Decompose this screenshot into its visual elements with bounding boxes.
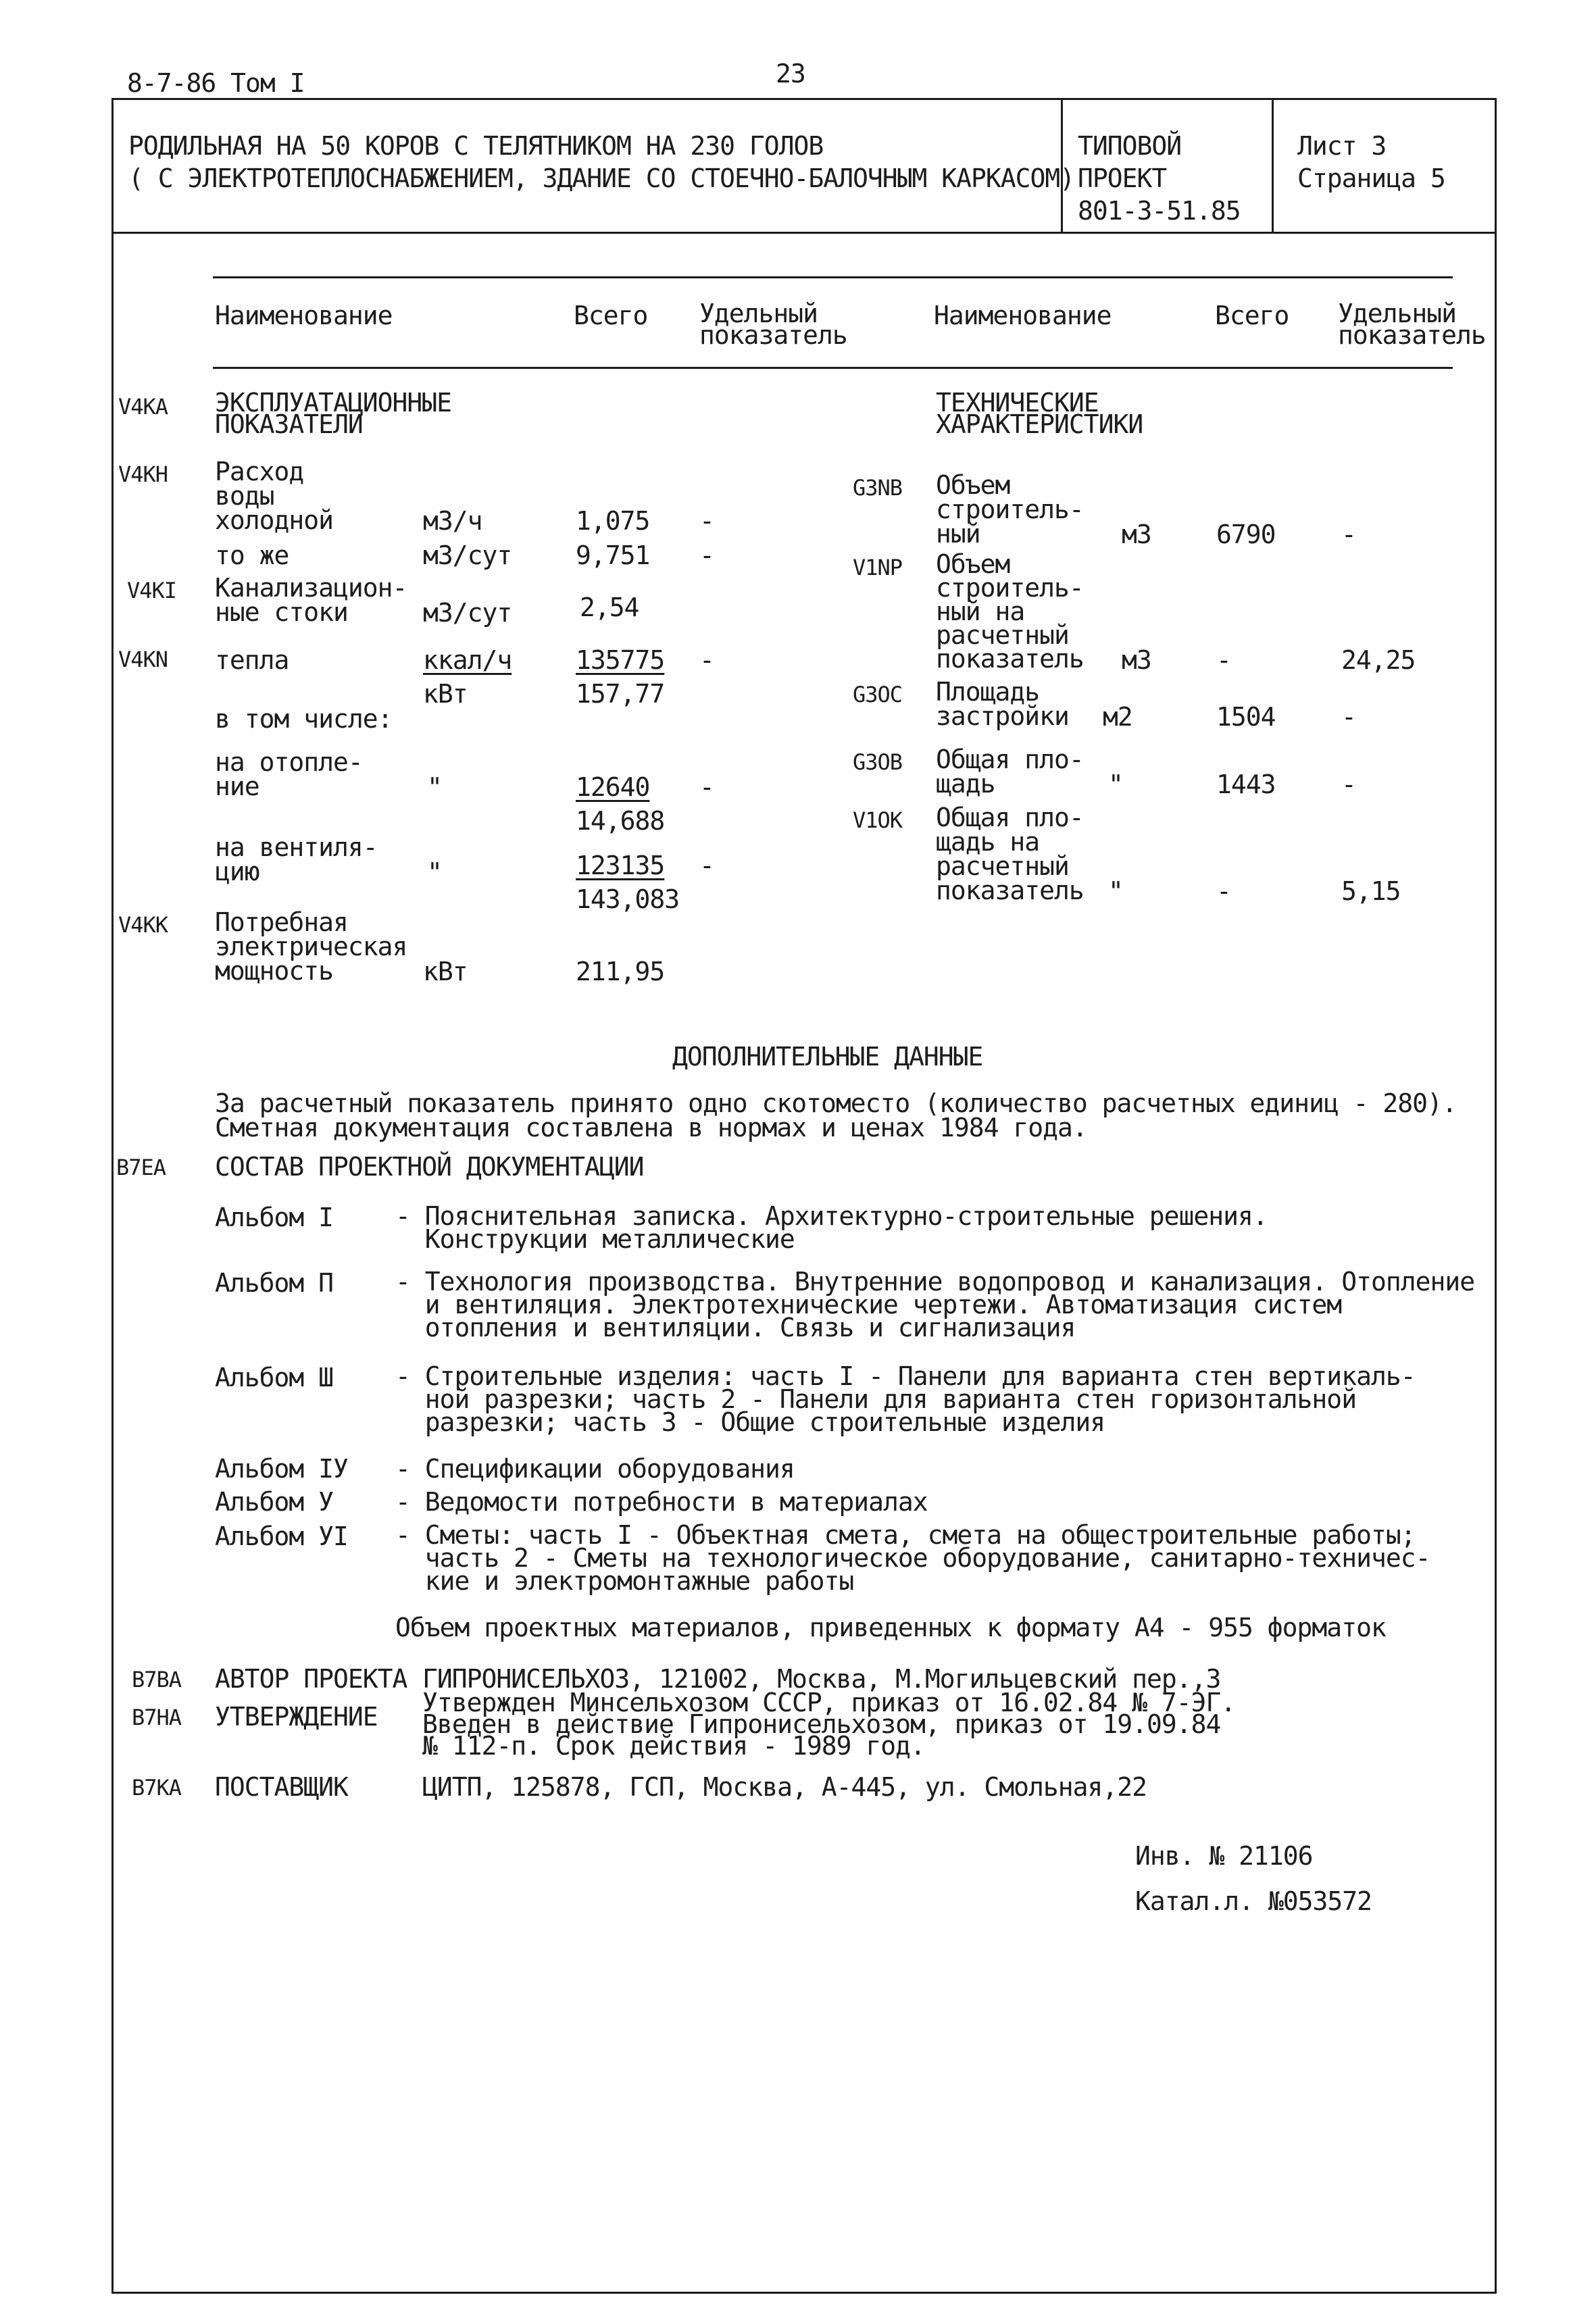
col-header-total-left: Всего	[574, 301, 648, 330]
row-name: на отопле- ние	[215, 747, 363, 801]
row-code: V4KI	[127, 578, 177, 603]
row-name: Канализацион- ные стоки	[215, 573, 407, 627]
col-header-specific-right: Удельный показатель	[1338, 299, 1486, 350]
title-divider-2	[1272, 98, 1274, 233]
row-total: 9,751	[576, 540, 650, 570]
row-total: -	[1216, 645, 1231, 675]
row-unit: м3/сут	[423, 598, 512, 628]
row-code: V4KN	[118, 647, 168, 672]
row-total: 1504	[1216, 702, 1276, 732]
row-specific: -	[1341, 702, 1356, 732]
row-unit: "	[1108, 876, 1123, 906]
row-total: 1443	[1216, 770, 1276, 799]
additional-data-title: ДОПОЛНИТЕЛЬНЫЕ ДАННЫЕ	[672, 1042, 983, 1072]
row-code: G3NB	[853, 475, 903, 501]
album-name: Альбом Ш	[215, 1363, 334, 1392]
approval-text: Утвержден Минсельхозом СССР, приказ от 16.02.84 № 7-ЭГ. Введен в действие Гипронисельхозом, приказ от 19.09.84 № 112-п. Срок действия - 1989 год.	[422, 1688, 1236, 1761]
row-name: Объем строитель- ный на расчетный показатель	[936, 549, 1084, 674]
row-code: V4KA	[118, 394, 168, 420]
album-name: Альбом У	[215, 1487, 334, 1517]
table-header-top	[213, 276, 1453, 278]
row-unit: ккал/ч	[423, 645, 512, 675]
album-name: Альбом IУ	[215, 1454, 348, 1484]
frame-top	[111, 98, 1497, 100]
row-total: 2,54	[580, 593, 639, 622]
row-total-secondary: 143,083	[576, 884, 680, 914]
row-code: G3OB	[853, 749, 903, 775]
col-header-total-right: Всего	[1215, 301, 1289, 330]
album-description: - Ведомости потребности в материалах	[395, 1487, 928, 1517]
row-total: 12640	[576, 772, 650, 802]
row-name: то же	[215, 540, 289, 570]
row-code: V4KH	[118, 461, 168, 487]
row-specific: 24,25	[1341, 645, 1416, 675]
row-total: 211,95	[576, 957, 665, 986]
row-total: 6790	[1216, 520, 1276, 549]
supplier-label: ПОСТАВЩИК	[215, 1772, 348, 1802]
approval-label: УТВЕРЖДЕНИЕ	[215, 1702, 378, 1732]
supplier-text: ЦИТП, 125878, ГСП, Москва, А-445, ул. Смольная,22	[422, 1772, 1147, 1802]
row-total: -	[1216, 876, 1231, 906]
catalog-number: Катал.л. №053572	[1135, 1886, 1372, 1916]
sheet-info: Лист 3 Страница 5	[1297, 131, 1445, 193]
row-name: Объем строитель- ный	[936, 470, 1084, 549]
row-specific: -	[699, 645, 714, 675]
row-code: B7EA	[116, 1155, 166, 1180]
col-header-specific-left: Удельный показатель	[699, 299, 847, 350]
doc-reference: 8-7-86 Том I	[127, 68, 305, 98]
row-specific: 5,15	[1341, 876, 1401, 906]
project-number: ТИПОВОЙ ПРОЕКТ 801-3-51.85	[1078, 131, 1241, 226]
row-unit-secondary: кВт	[423, 679, 468, 709]
row-unit: "	[427, 857, 442, 887]
row-unit: м3/сут	[423, 540, 512, 570]
row-unit: м3	[1122, 645, 1151, 675]
row-name: Расход воды холодной	[215, 457, 334, 535]
row-specific: -	[1341, 770, 1356, 799]
section-title-technical: ТЕХНИЧЕСКИЕ ХАРАКТЕРИСТИКИ	[936, 388, 1143, 439]
row-code: B7BA	[132, 1667, 182, 1692]
row-code: B7KA	[132, 1775, 182, 1801]
row-name: на вентиля- цию	[215, 832, 378, 886]
row-name: Общая пло- щадь на расчетный показатель	[936, 803, 1084, 905]
row-total-secondary: 157,77	[576, 679, 665, 709]
row-name: Общая пло- щадь	[936, 745, 1084, 799]
frame-right	[1495, 98, 1497, 2294]
row-name: Потребная электрическая мощность	[215, 907, 407, 986]
row-unit: м3	[1122, 520, 1151, 549]
row-total-secondary: 14,688	[576, 806, 665, 836]
row-specific: -	[699, 851, 714, 880]
album-name: Альбом П	[215, 1268, 334, 1298]
table-header-bottom	[213, 367, 1453, 369]
row-unit: "	[1108, 770, 1123, 799]
page-number: 23	[776, 59, 805, 89]
row-unit: м3/ч	[423, 506, 482, 536]
row-code: V1NP	[853, 555, 903, 580]
row-code: V1OK	[853, 807, 903, 833]
row-unit: "	[427, 772, 442, 802]
album-description: - Пояснительная записка. Архитектурно-строительные решения. Конструкции металлические	[395, 1201, 1268, 1254]
frame-bottom	[111, 2292, 1497, 2294]
row-total: 135775	[576, 645, 665, 675]
album-name: Альбом УI	[215, 1521, 348, 1551]
composition-title: СОСТАВ ПРОЕКТНОЙ ДОКУМЕНТАЦИИ	[215, 1152, 644, 1182]
document-title: РОДИЛЬНАЯ НА 50 КОРОВ С ТЕЛЯТНИКОМ НА 230 ГОЛОВ ( С ЭЛЕКТРОТЕПЛОСНАБЖЕНИЕМ, ЗДАНИЕ СО СТОЕЧНО-БАЛОЧНЫМ КАРКАСОМ)	[128, 131, 1075, 193]
row-name: тепла	[215, 645, 289, 675]
album-name: Альбом I	[215, 1203, 334, 1232]
author-text: ГИПРОНИСЕЛЬХОЗ, 121002, Москва, М.Могильцевский пер.,3	[422, 1664, 1221, 1694]
additional-data-text: За расчетный показатель принято одно скотоместо (количество расчетных единиц - 280). Сметная документация составлена в нормах и ценах 1984 года.	[215, 1088, 1457, 1142]
row-name: Площадь застройки	[936, 677, 1069, 731]
title-block-bottom	[111, 232, 1497, 234]
row-code: B7HA	[132, 1705, 182, 1730]
album-description: - Сметы: часть I - Объектная смета, смета на общестроительные работы; часть 2 - Сметы на технологическое оборудование, санитарно-техничес- кие и электромонтажные работы	[395, 1520, 1430, 1596]
section-title-operational: ЭКСПЛУАТАЦИОННЫЕ ПОКАЗАТЕЛИ	[215, 388, 452, 439]
album-description: - Спецификации оборудования	[395, 1454, 795, 1484]
album-description: - Технология производства. Внутренние водопровод и канализация. Отопление и вентиляция. Электротехнические чертежи. Автоматизация систем отопления и вентиляции. Связь и сигнализация	[395, 1267, 1475, 1342]
row-specific: -	[1341, 520, 1356, 549]
author-label: АВТОР ПРОЕКТА	[215, 1664, 407, 1694]
row-total: 1,075	[576, 506, 650, 536]
album-description: - Строительные изделия: часть I - Панели для варианта стен вертикаль- ной разрезки; часть 2 - Панели для варианта стен горизонтальной разрезки; часть 3 - Общие строительные изделия	[395, 1361, 1416, 1437]
row-total: 123135	[576, 851, 665, 880]
row-unit: кВт	[423, 957, 468, 986]
row-specific: -	[699, 506, 714, 536]
row-code: V4KK	[118, 912, 168, 938]
frame-left	[111, 98, 114, 2294]
col-header-name-left: Наименование	[215, 301, 393, 330]
row-unit: м2	[1103, 702, 1132, 732]
row-specific: -	[699, 772, 714, 802]
col-header-name-right: Наименование	[934, 301, 1112, 330]
row-specific: -	[699, 540, 714, 570]
row-name: в том числе:	[215, 704, 393, 734]
inventory-number: Инв. № 21106	[1135, 1841, 1313, 1871]
materials-volume: Объем проектных материалов, приведенных к формату А4 - 955 форматок	[395, 1613, 1386, 1642]
row-code: G3OC	[853, 682, 903, 707]
